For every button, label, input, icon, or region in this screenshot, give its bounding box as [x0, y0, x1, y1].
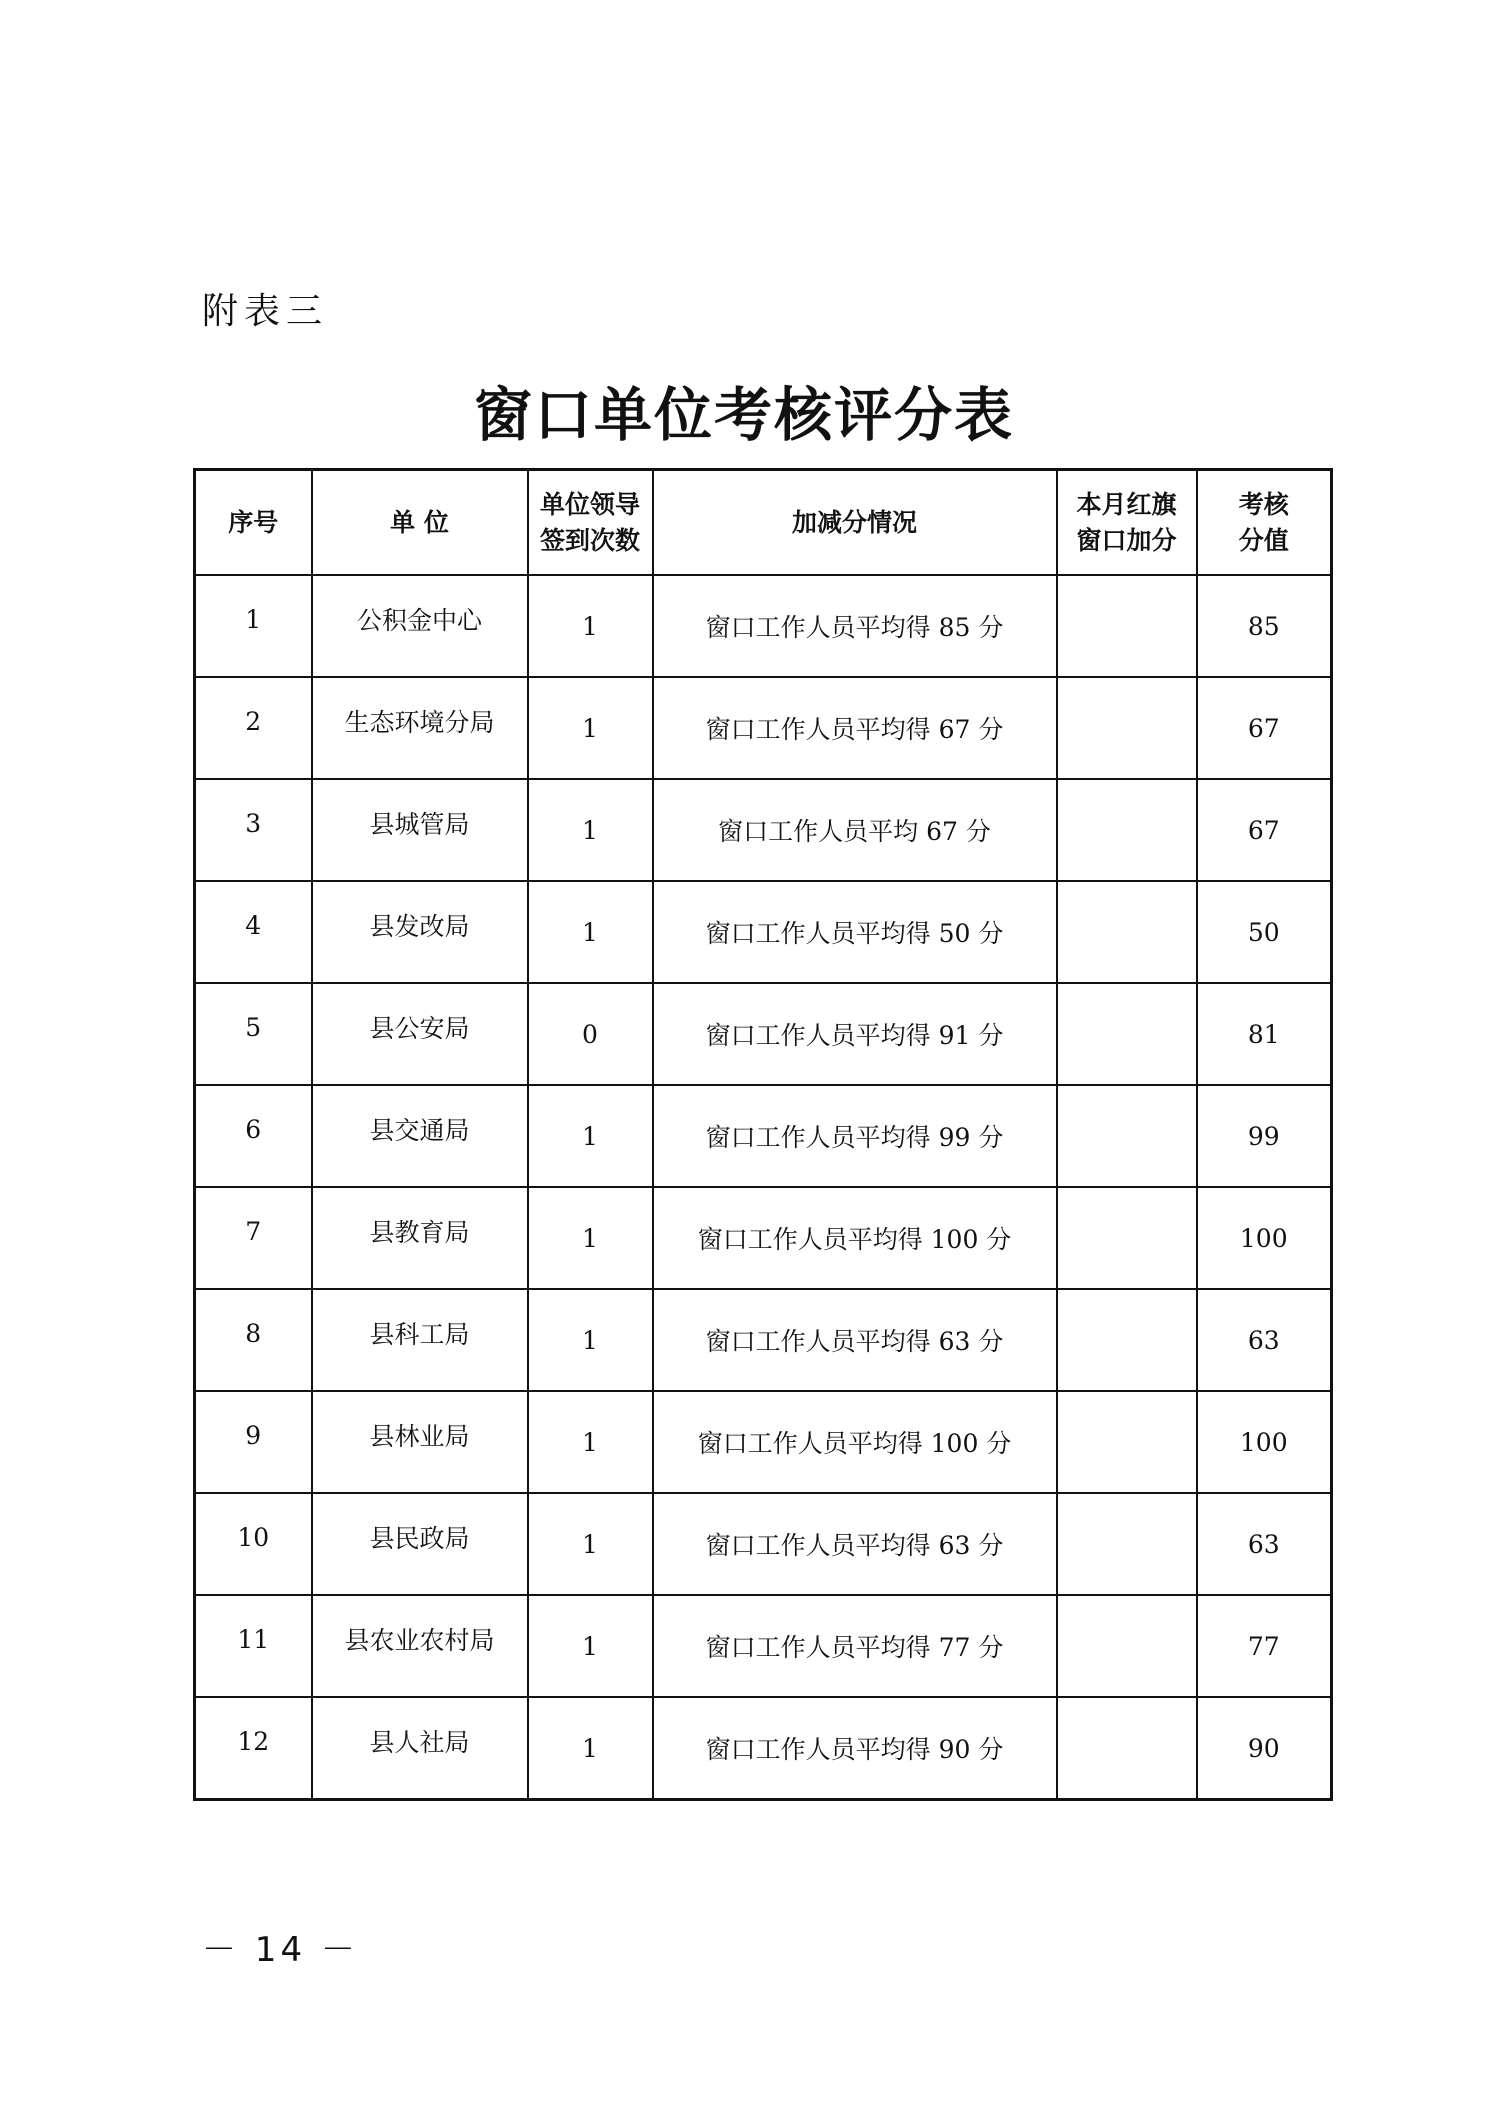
- cell-seq: [195, 1391, 312, 1493]
- table-row: [195, 983, 1332, 1085]
- cell-flag: [1057, 1697, 1197, 1800]
- score-table: [193, 468, 1333, 1801]
- page-title: 窗口单位考核评分表: [473, 381, 1014, 449]
- cell-unit-text: 生态环境分局: [344, 708, 495, 737]
- cell-score-text: 99: [1247, 1121, 1280, 1151]
- cell-seq: [195, 983, 312, 1085]
- cell-score-text: 90: [1247, 1733, 1280, 1763]
- cell-signin: [528, 575, 653, 677]
- cell-signin: [528, 983, 653, 1085]
- cell-seq: [195, 1697, 312, 1800]
- header-unit: 单 位: [312, 470, 528, 576]
- cell-signin-text: 1: [582, 1325, 598, 1355]
- header-flag-line1: 本月红旗: [1076, 489, 1177, 519]
- header-adjust: 加减分情况: [653, 470, 1057, 576]
- cell-signin: [528, 1187, 653, 1289]
- table-row: [195, 1085, 1332, 1187]
- cell-seq: [195, 1085, 312, 1187]
- cell-flag: [1057, 1595, 1197, 1697]
- cell-score: [1197, 881, 1332, 983]
- cell-seq-text: 4: [245, 910, 262, 940]
- header-flag-line2: 窗口加分: [1076, 525, 1177, 555]
- table-row: [195, 1697, 1332, 1800]
- cell-flag: [1057, 983, 1197, 1085]
- cell-score-text: 81: [1247, 1019, 1280, 1049]
- cell-seq: [195, 1493, 312, 1595]
- header-signin-line2: 签到次数: [539, 525, 640, 555]
- cell-score: [1197, 1595, 1332, 1697]
- cell-score: [1197, 1085, 1332, 1187]
- cell-signin-text: 1: [582, 1121, 598, 1151]
- cell-unit-text: 县公安局: [369, 1014, 470, 1043]
- cell-adjust: [653, 1085, 1057, 1187]
- cell-adjust-text: 窗口工作人员平均得 85 分: [705, 613, 1004, 642]
- cell-flag: [1057, 1493, 1197, 1595]
- cell-seq: [195, 677, 312, 779]
- cell-adjust: [653, 881, 1057, 983]
- table-row: [195, 1289, 1332, 1391]
- cell-unit-text: 县城管局: [369, 810, 470, 839]
- cell-adjust: [653, 575, 1057, 677]
- cell-adjust: [653, 677, 1057, 779]
- cell-signin: [528, 1493, 653, 1595]
- header-signin: [528, 470, 653, 576]
- cell-adjust: [653, 1391, 1057, 1493]
- cell-score-text: 67: [1247, 713, 1280, 743]
- cell-flag: [1057, 1391, 1197, 1493]
- cell-signin: [528, 779, 653, 881]
- cell-unit-text: 县科工局: [369, 1320, 470, 1349]
- table-row: [195, 1595, 1332, 1697]
- cell-adjust: [653, 1595, 1057, 1697]
- cell-unit: [312, 677, 528, 779]
- cell-signin-text: 1: [582, 1223, 598, 1253]
- cell-score: [1197, 779, 1332, 881]
- cell-unit: [312, 1493, 528, 1595]
- cell-unit-text: 县农业农村局: [344, 1626, 495, 1655]
- cell-signin: [528, 1289, 653, 1391]
- cell-score-text: 50: [1247, 917, 1280, 947]
- header-seq: 序号: [195, 470, 312, 576]
- cell-unit: [312, 1085, 528, 1187]
- cell-seq: [195, 575, 312, 677]
- cell-adjust: [653, 1289, 1057, 1391]
- cell-score: [1197, 983, 1332, 1085]
- cell-unit-text: 县交通局: [369, 1116, 470, 1145]
- cell-signin: [528, 677, 653, 779]
- cell-signin-text: 1: [582, 1733, 598, 1763]
- cell-adjust-text: 窗口工作人员平均得 99 分: [705, 1123, 1004, 1152]
- cell-unit: [312, 1391, 528, 1493]
- cell-adjust-text: 窗口工作人员平均得 91 分: [705, 1021, 1004, 1050]
- cell-seq: [195, 881, 312, 983]
- cell-unit-text: 县民政局: [369, 1524, 470, 1553]
- cell-seq-text: 7: [245, 1216, 262, 1246]
- cell-score-text: 63: [1247, 1529, 1280, 1559]
- cell-flag: [1057, 779, 1197, 881]
- cell-seq-text: 1: [245, 604, 262, 634]
- cell-score-text: 63: [1247, 1325, 1280, 1355]
- table-row: [195, 1391, 1332, 1493]
- attachment-label: 附表三: [202, 291, 329, 332]
- cell-signin: [528, 1391, 653, 1493]
- cell-flag: [1057, 881, 1197, 983]
- cell-signin-text: 0: [582, 1019, 598, 1049]
- cell-unit: [312, 881, 528, 983]
- cell-unit: [312, 575, 528, 677]
- table-header: [195, 470, 1332, 576]
- cell-signin-text: 1: [582, 611, 598, 641]
- cell-score: [1197, 1697, 1332, 1800]
- table-row: [195, 881, 1332, 983]
- cell-score-text: 77: [1247, 1631, 1280, 1661]
- cell-unit-text: 县发改局: [369, 912, 470, 941]
- cell-score: [1197, 1289, 1332, 1391]
- cell-adjust-text: 窗口工作人员平均得 100 分: [697, 1429, 1012, 1458]
- cell-score-text: 85: [1247, 611, 1280, 641]
- cell-unit: [312, 1289, 528, 1391]
- cell-seq-text: 8: [245, 1318, 262, 1348]
- cell-adjust: [653, 1187, 1057, 1289]
- cell-flag: [1057, 1085, 1197, 1187]
- cell-flag: [1057, 1187, 1197, 1289]
- cell-signin-text: 1: [582, 1631, 598, 1661]
- cell-score-text: 100: [1239, 1427, 1288, 1457]
- cell-signin-text: 1: [582, 917, 598, 947]
- cell-adjust-text: 窗口工作人员平均 67 分: [718, 817, 991, 846]
- table-row: [195, 677, 1332, 779]
- cell-score: [1197, 1493, 1332, 1595]
- table-row: [195, 1493, 1332, 1595]
- cell-unit-text: 县教育局: [369, 1218, 470, 1247]
- table-row: [195, 575, 1332, 677]
- cell-adjust: [653, 779, 1057, 881]
- cell-adjust-text: 窗口工作人员平均得 63 分: [705, 1531, 1004, 1560]
- cell-score: [1197, 677, 1332, 779]
- cell-seq-text: 6: [245, 1114, 262, 1144]
- cell-unit: [312, 1187, 528, 1289]
- cell-seq-text: 3: [245, 808, 262, 838]
- cell-adjust-text: 窗口工作人员平均得 77 分: [705, 1633, 1004, 1662]
- header-row: [195, 470, 1332, 576]
- header-score: [1197, 470, 1332, 576]
- cell-score-text: 67: [1247, 815, 1280, 845]
- cell-seq-text: 12: [237, 1726, 270, 1756]
- cell-unit: [312, 779, 528, 881]
- cell-seq: [195, 1289, 312, 1391]
- cell-seq: [195, 779, 312, 881]
- cell-signin-text: 1: [582, 815, 598, 845]
- header-signin-line1: 单位领导: [539, 489, 640, 519]
- cell-score: [1197, 1391, 1332, 1493]
- cell-seq-text: 9: [245, 1420, 262, 1450]
- cell-flag: [1057, 575, 1197, 677]
- cell-adjust-text: 窗口工作人员平均得 100 分: [697, 1225, 1012, 1254]
- cell-unit-text: 县林业局: [369, 1422, 470, 1451]
- cell-seq-text: 2: [245, 706, 262, 736]
- cell-signin: [528, 1595, 653, 1697]
- cell-seq: [195, 1187, 312, 1289]
- table-body: [195, 575, 1332, 1800]
- cell-signin: [528, 881, 653, 983]
- cell-seq-text: 11: [237, 1624, 270, 1654]
- header-score-line1: 考核: [1238, 489, 1289, 519]
- cell-signin-text: 1: [582, 1529, 598, 1559]
- table-row: [195, 1187, 1332, 1289]
- cell-signin: [528, 1085, 653, 1187]
- cell-adjust-text: 窗口工作人员平均得 50 分: [705, 919, 1004, 948]
- header-score-line2: 分值: [1238, 525, 1289, 555]
- page-number: － 14 －: [202, 1930, 359, 1970]
- cell-score: [1197, 575, 1332, 677]
- cell-unit: [312, 1697, 528, 1800]
- cell-score-text: 100: [1239, 1223, 1288, 1253]
- cell-flag: [1057, 1289, 1197, 1391]
- cell-adjust-text: 窗口工作人员平均得 67 分: [705, 715, 1004, 744]
- cell-signin-text: 1: [582, 713, 598, 743]
- cell-flag: [1057, 677, 1197, 779]
- cell-unit: [312, 1595, 528, 1697]
- cell-adjust-text: 窗口工作人员平均得 63 分: [705, 1327, 1004, 1356]
- cell-unit: [312, 983, 528, 1085]
- cell-seq: [195, 1595, 312, 1697]
- cell-signin-text: 1: [582, 1427, 598, 1457]
- cell-unit-text: 公积金中心: [356, 606, 482, 635]
- header-flag: [1057, 470, 1197, 576]
- cell-signin: [528, 1697, 653, 1800]
- cell-adjust-text: 窗口工作人员平均得 90 分: [705, 1735, 1004, 1764]
- cell-adjust: [653, 1697, 1057, 1800]
- table-row: [195, 779, 1332, 881]
- cell-score: [1197, 1187, 1332, 1289]
- cell-seq-text: 10: [237, 1522, 270, 1552]
- cell-unit-text: 县人社局: [369, 1728, 470, 1757]
- cell-adjust: [653, 983, 1057, 1085]
- cell-adjust: [653, 1493, 1057, 1595]
- cell-seq-text: 5: [245, 1012, 262, 1042]
